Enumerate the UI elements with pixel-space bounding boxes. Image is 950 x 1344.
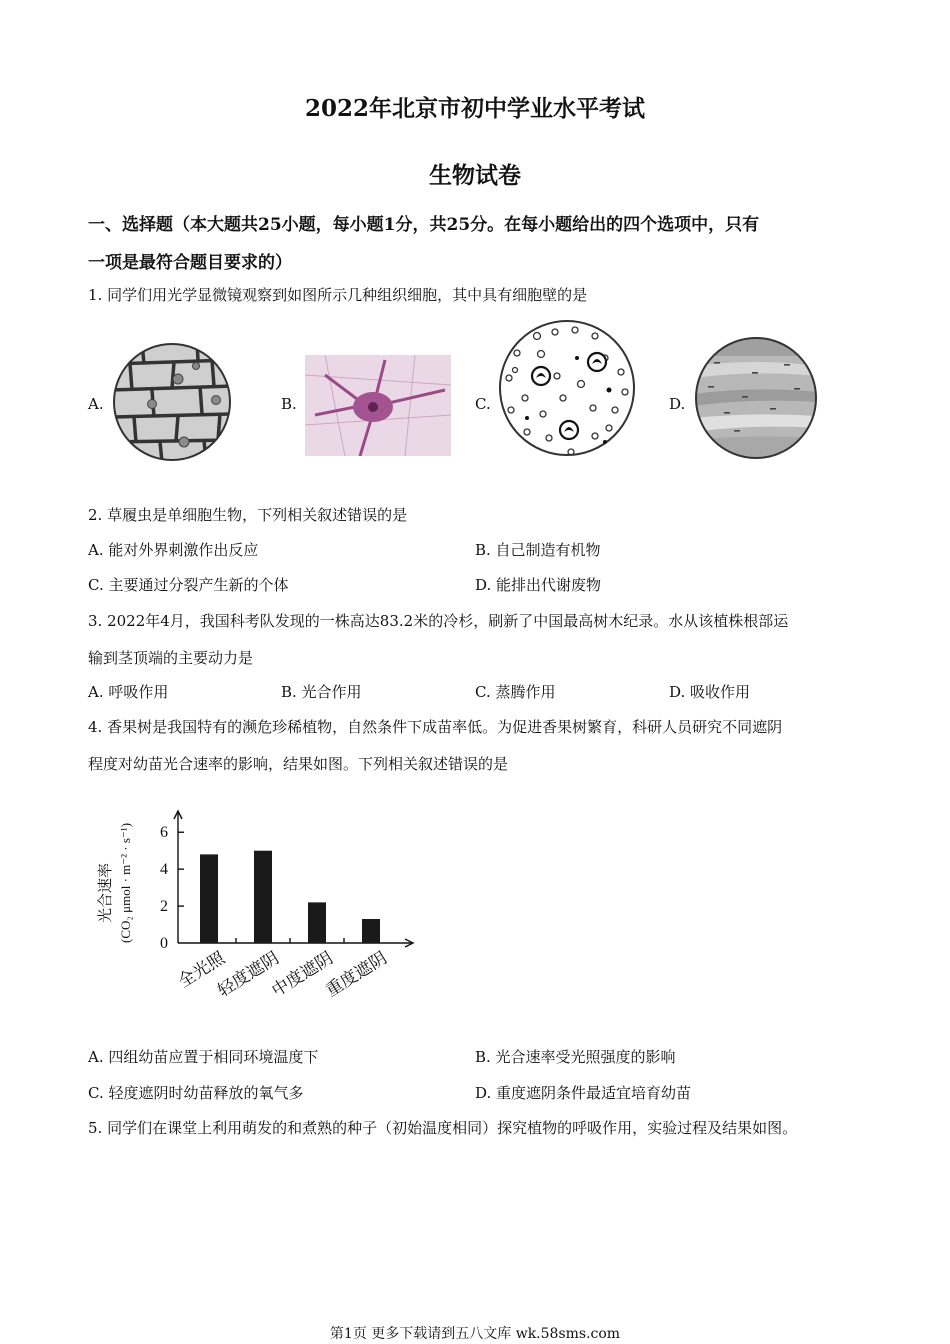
q4-option-b: B. 光合速率受光照强度的影响	[475, 1048, 676, 1066]
q4-option-c: C. 轻度遮阴时幼苗释放的氧气多	[88, 1084, 304, 1102]
bar	[362, 919, 380, 943]
q1-label-c: C.	[475, 395, 491, 413]
bar	[200, 854, 218, 943]
q3-option-a: A. 呼吸作用	[88, 683, 169, 701]
q2-option-a: A. 能对外界刺激作出反应	[88, 541, 259, 559]
y-tick-label: 2	[160, 898, 168, 916]
question-2-stem: 2. 草履虫是单细胞生物，下列相关叙述错误的是	[88, 506, 408, 524]
category-label: 重度遮阴	[322, 948, 391, 1001]
section-heading-line2: 一项是最符合题目要求的）	[88, 253, 292, 273]
q1-label-a: A.	[88, 395, 104, 413]
section-heading-line1: 一、选择题（本大题共25小题，每小题1分，共25分。在每小题给出的四个选项中，只有	[88, 215, 760, 235]
question-4-stem-line2: 程度对幼苗光合速率的影响，结果如图。下列相关叙述错误的是	[88, 755, 509, 773]
y-tick-label: 6	[160, 824, 168, 842]
nerve-cell-image	[305, 355, 451, 456]
page-title: 2022年北京市初中学业水平考试	[304, 95, 645, 122]
plant-cell-image	[112, 342, 232, 462]
question-1-stem: 1. 同学们用光学显微镜观察到如图所示几种组织细胞，其中具有细胞壁的是	[88, 286, 588, 304]
page-subtitle: 生物试卷	[429, 162, 521, 189]
y-axis-unit-label: (CO₂ μmol · m⁻² · s⁻¹)	[118, 822, 133, 944]
bar	[308, 902, 326, 943]
category-label: 轻度遮阴	[214, 948, 283, 1001]
q2-option-d: D. 能排出代谢废物	[475, 576, 602, 594]
question-5-stem: 5. 同学们在课堂上利用萌发的和煮熟的种子（初始温度相同）探究植物的呼吸作用，实验过程及结果如图。	[88, 1119, 798, 1137]
question-3-stem-line2: 输到茎顶端的主要动力是	[88, 649, 254, 667]
category-label: 中度遮阴	[268, 948, 337, 1001]
q3-option-b: B. 光合作用	[281, 683, 362, 701]
y-tick-label: 4	[160, 861, 168, 879]
y-axis-label: 光合速率	[98, 862, 114, 924]
category-label: 全光照	[174, 948, 229, 992]
photosynthesis-bar-chart	[90, 788, 420, 1018]
bar	[254, 851, 272, 943]
q1-label-b: B.	[281, 395, 297, 413]
q2-option-c: C. 主要通过分裂产生新的个体	[88, 576, 289, 594]
q4-option-a: A. 四组幼苗应置于相同环境温度下	[88, 1048, 319, 1066]
blood-cell-image	[497, 318, 637, 458]
page-footer: 第1页 更多下载请到五八文库 wk.58sms.com	[329, 1326, 621, 1342]
question-4-stem-line1: 4. 香果树是我国特有的濒危珍稀植物，自然条件下成苗率低。为促进香果树繁育，科研人员研究不同遮阴	[88, 718, 783, 736]
muscle-tissue-image	[694, 336, 818, 460]
y-tick-label: 0	[160, 935, 168, 952]
q1-label-d: D.	[669, 395, 686, 413]
q3-option-d: D. 吸收作用	[669, 683, 751, 701]
q3-option-c: C. 蒸腾作用	[475, 683, 556, 701]
q4-option-d: D. 重度遮阴条件最适宜培育幼苗	[475, 1084, 692, 1102]
question-3-stem-line1: 3. 2022年4月，我国科考队发现的一株高达83.2米的冷杉，刷新了中国最高树木纪录。水从该植株根部运	[88, 612, 789, 630]
q2-option-b: B. 自己制造有机物	[475, 541, 601, 559]
